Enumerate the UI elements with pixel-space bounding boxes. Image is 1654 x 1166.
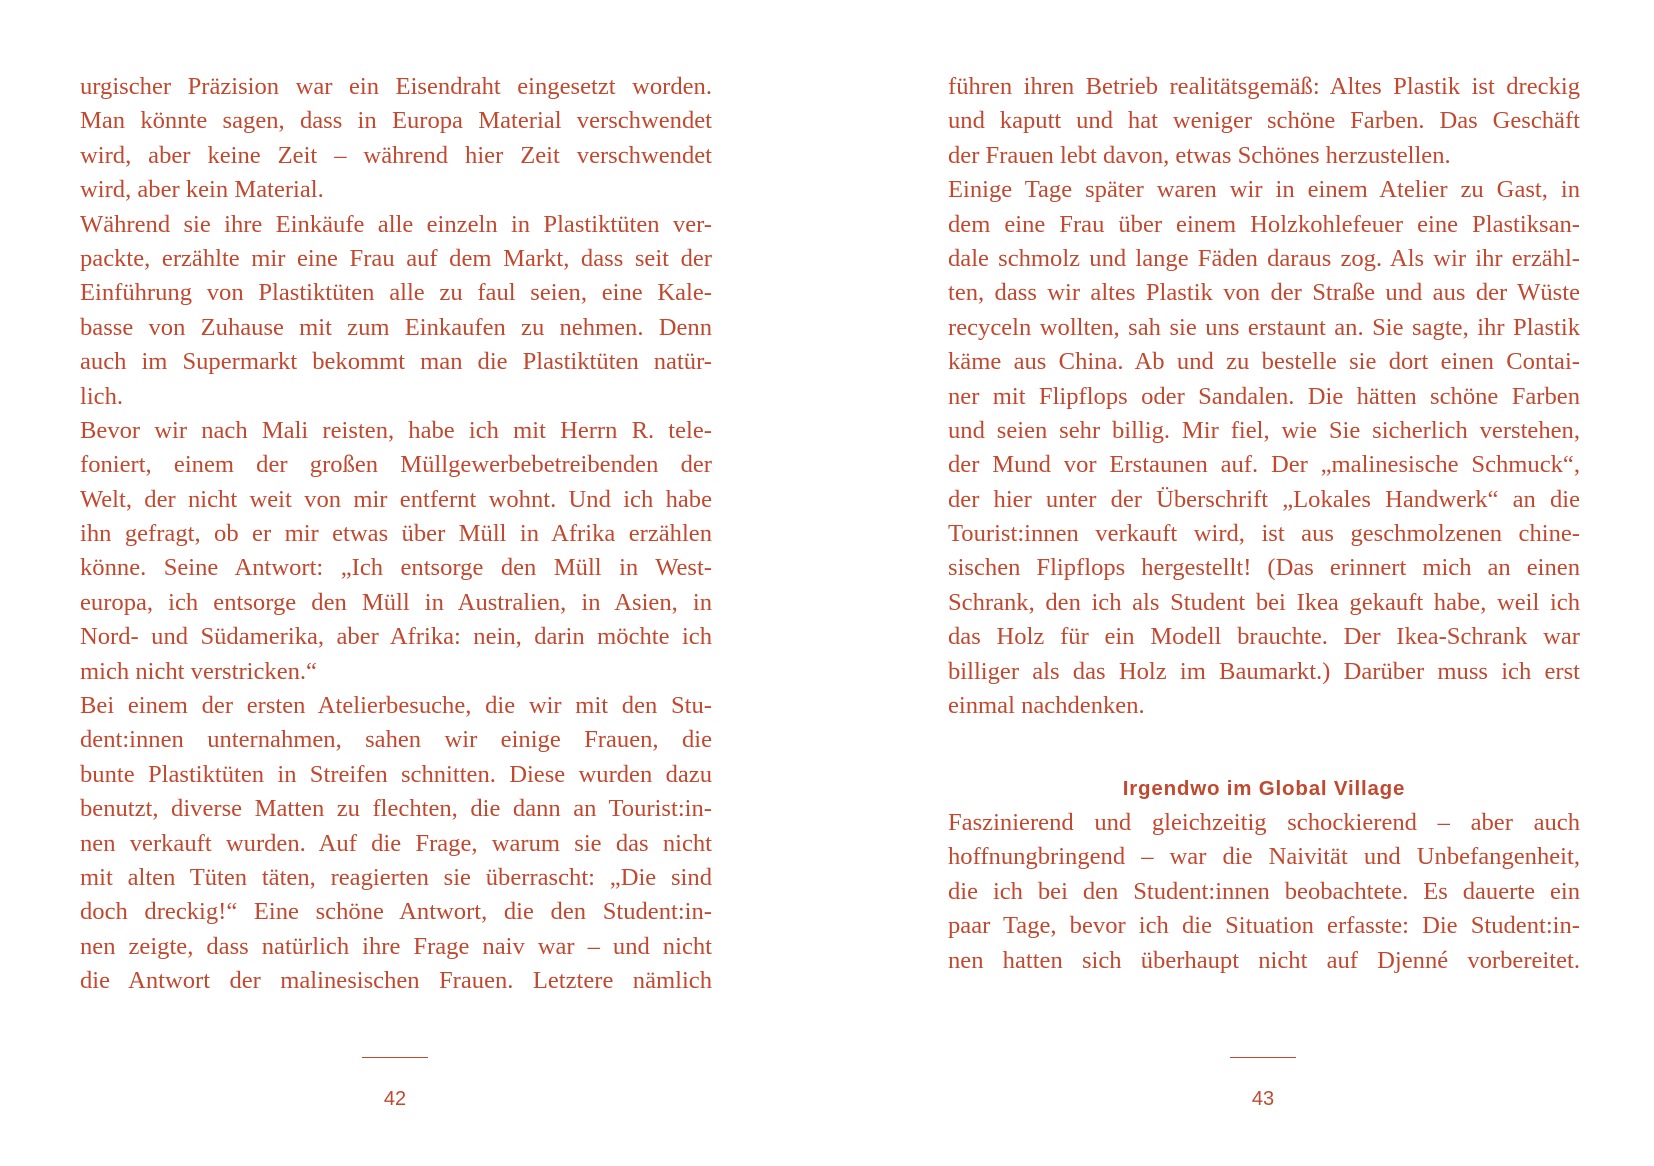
right-page-footer-rule bbox=[1230, 1057, 1296, 1058]
text-line: sischen Flipflops hergestellt! (Das erinnert mich an einen bbox=[948, 554, 1580, 582]
text-line: einmal nachdenken. bbox=[948, 692, 1145, 720]
text-line: ten, dass wir altes Plastik von der Straße und aus der Wüste bbox=[948, 279, 1580, 307]
text-line: packte, erzählte mir eine Frau auf dem Markt, dass seit der bbox=[80, 244, 712, 272]
text-line: nen hatten sich überhaupt nicht auf Djenné vorbereitet. bbox=[948, 946, 1580, 974]
text-line: auch im Supermarkt bekommt man die Plastiktüten natür- bbox=[80, 348, 712, 376]
text-line: paar Tage, bevor ich die Situation erfasste: Die Student:in- bbox=[948, 912, 1580, 940]
text-line: die Antwort der malinesischen Frauen. Letztere nämlich bbox=[80, 967, 712, 995]
text-line: ner mit Flipflops oder Sandalen. Die hätten schöne Farben bbox=[948, 382, 1580, 410]
text-line: mich nicht verstricken.“ bbox=[80, 657, 317, 685]
text-line: ihn gefragt, ob er mir etwas über Müll in Afrika erzählen bbox=[80, 520, 712, 548]
text-line: Einführung von Plastiktüten alle zu faul seien, eine Kale- bbox=[80, 279, 712, 307]
text-line: die ich bei den Student:innen beobachtete. Es dauerte ein bbox=[948, 877, 1580, 905]
text-line: benutzt, diverse Matten zu flechten, die dann an Tourist:in- bbox=[80, 795, 712, 823]
text-line: wird, aber kein Material. bbox=[80, 176, 324, 204]
text-line: billiger als das Holz im Baumarkt.) Darüber muss ich erst bbox=[948, 657, 1580, 685]
text-line: Faszinierend und gleichzeitig schockierend – aber auch bbox=[948, 809, 1580, 836]
text-line: urgischer Präzision war ein Eisendraht eingesetzt worden. bbox=[80, 73, 712, 100]
left-page-footer-rule bbox=[362, 1057, 428, 1058]
text-line: Man könnte sagen, dass in Europa Material verschwendet bbox=[80, 107, 712, 135]
text-line: könne. Seine Antwort: „Ich entsorge den Müll in West- bbox=[80, 554, 712, 582]
text-line: Welt, der nicht weit von mir entfernt wohnt. Und ich habe bbox=[80, 485, 712, 513]
text-line: Einige Tage später waren wir in einem Atelier zu Gast, in bbox=[948, 176, 1580, 204]
text-line: das Holz für ein Modell brauchte. Der Ikea-Schrank war bbox=[948, 623, 1580, 651]
text-line: hoffnungbringend – war die Naivität und Unbefangenheit, bbox=[948, 843, 1580, 871]
text-line: Schrank, den ich als Student bei Ikea gekauft habe, weil ich bbox=[948, 588, 1580, 616]
text-line: bunte Plastiktüten in Streifen schnitten. Diese wurden dazu bbox=[80, 760, 712, 788]
text-line: der Frauen lebt davon, etwas Schönes herzustellen. bbox=[948, 141, 1451, 169]
section-heading: Irgendwo im Global Village bbox=[1122, 777, 1406, 800]
text-line: käme aus China. Ab und zu bestelle sie dort einen Contai- bbox=[948, 348, 1580, 376]
text-line: Während sie ihre Einkäufe alle einzeln in Plastiktüten ver- bbox=[80, 210, 712, 238]
text-line: dem eine Frau über einem Holzkohlefeuer eine Plastiksan- bbox=[948, 210, 1580, 238]
text-line: und kaputt und hat weniger schöne Farben. Das Geschäft bbox=[948, 107, 1580, 135]
text-line: basse von Zuhause mit zum Einkaufen zu nehmen. Denn bbox=[80, 313, 712, 341]
right-page-body-after-heading bbox=[948, 806, 1580, 978]
text-line: recyceln wollten, sah sie uns erstaunt an. Sie sagte, ihr Plastik bbox=[948, 313, 1580, 341]
right-page-number: 43 bbox=[1251, 1088, 1275, 1110]
text-line: foniert, einem der großen Müllgewerbebetreibenden der bbox=[80, 451, 712, 479]
text-line: wird, aber keine Zeit – während hier Zeit verschwendet bbox=[80, 141, 712, 169]
text-line: der Mund vor Erstaunen auf. Der „malinesische Schmuck“, bbox=[948, 451, 1580, 479]
text-line: nen verkauft wurden. Auf die Frage, warum sie das nicht bbox=[80, 829, 712, 857]
text-line: Tourist:innen verkauft wird, ist aus geschmolzenen chine- bbox=[948, 520, 1580, 548]
text-line: europa, ich entsorge den Müll in Australien, in Asien, in bbox=[80, 588, 712, 616]
text-line: der hier unter der Überschrift „Lokales Handwerk“ an die bbox=[948, 485, 1580, 513]
text-line: doch dreckig!“ Eine schöne Antwort, die den Student:in- bbox=[80, 898, 712, 926]
left-page-number: 42 bbox=[383, 1088, 407, 1110]
text-line: führen ihren Betrieb realitätsgemäß: Altes Plastik ist dreckig bbox=[948, 73, 1580, 100]
text-line: dent:innen unternahmen, sahen wir einige Frauen, die bbox=[80, 726, 712, 754]
text-line: mit alten Tüten täten, reagierten sie überrascht: „Die sind bbox=[80, 863, 712, 891]
text-line: Nord- und Südamerika, aber Afrika: nein, darin möchte ich bbox=[80, 623, 712, 651]
left-page-body bbox=[80, 70, 712, 999]
text-line: Bei einem der ersten Atelierbesuche, die wir mit den Stu- bbox=[80, 692, 712, 720]
text-line: dale schmolz und lange Fäden daraus zog. Als wir ihr erzähl- bbox=[948, 244, 1580, 272]
right-page-body bbox=[948, 70, 1580, 723]
text-line: Bevor wir nach Mali reisten, habe ich mit Herrn R. tele- bbox=[80, 416, 712, 444]
text-line: und seien sehr billig. Mir fiel, wie Sie sicherlich verstehen, bbox=[948, 416, 1580, 444]
text-line: lich. bbox=[80, 382, 124, 410]
text-line: nen zeigte, dass natürlich ihre Frage naiv war – und nicht bbox=[80, 932, 712, 960]
